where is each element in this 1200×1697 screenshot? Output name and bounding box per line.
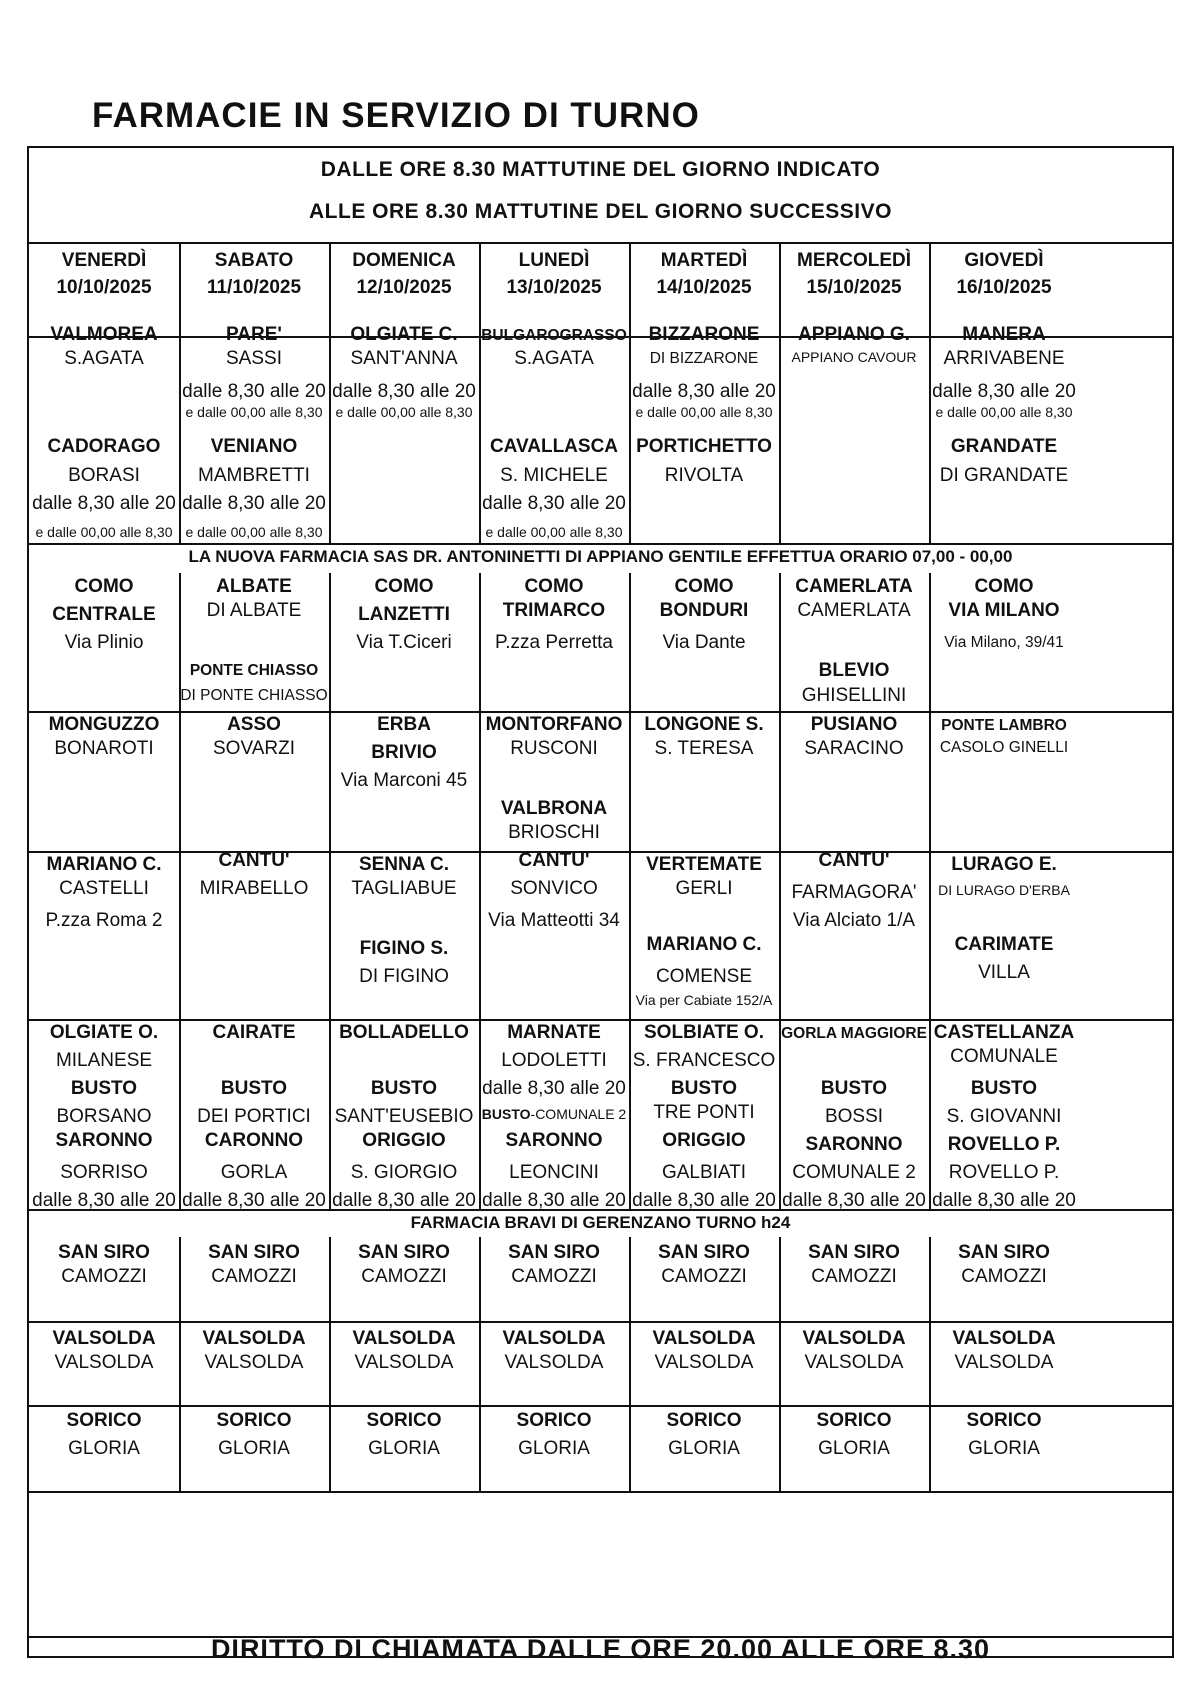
day-header [22,244,186,301]
pharmacy-cell [22,1237,186,1321]
pharmacy-detail: dalle 8,30 alle 20 [182,1190,326,1211]
pharmacy-cell [322,711,486,851]
pharmacy-town: OLGIATE O. [49,1022,159,1043]
pharmacy-town: BUSTO [220,1078,288,1099]
pharmacy-town: CAIRATE [212,1022,296,1043]
pharmacy-town: MANERA [962,324,1046,345]
pharmacy-town: ROVELLO P. [947,1134,1061,1155]
day-header [772,244,936,301]
pharmacy-detail: CAMOZZI [661,1266,747,1287]
pharmacy-detail: P.zza Roma 2 [45,910,163,931]
pharmacy-cell [322,1237,486,1321]
pharmacy-town: SORICO [516,1410,592,1431]
pharmacy-detail: dalle 8,30 alle 20 [932,381,1076,402]
pharmacy-detail: CAMOZZI [61,1266,147,1287]
pharmacy-cell [622,1019,786,1209]
pharmacy-cell [472,319,636,543]
pharmacy-cell [772,319,936,543]
pharmacy-town: VALSOLDA [502,1328,606,1349]
pharmacy-detail: dalle 8,30 alle 20 [32,493,176,514]
pharmacy-detail: Via Marconi 45 [340,770,468,791]
pharmacy-town: GORLA MAGGIORE [781,1025,927,1042]
pharmacy-cell [922,573,1086,711]
pharmacy-detail: CAMOZZI [211,1266,297,1287]
day-date: 12/10/2025 [356,277,452,298]
pharmacy-detail: S. GIORGIO [350,1162,458,1183]
pharmacy-detail: Via Dante [662,632,746,653]
pharmacy-town: BUSTO [820,1078,888,1099]
pharmacy-detail: dalle 8,30 alle 20 [332,1190,476,1211]
pharmacy-detail: MILANESE [55,1050,153,1071]
pharmacy-detail: DI BIZZARONE [649,350,759,367]
pharmacy-detail: CASTELLI [59,878,149,899]
pharmacy-town: VALSOLDA [52,1328,156,1349]
day-date: 11/10/2025 [206,277,302,298]
pharmacy-cell [172,851,336,1019]
pharmacy-detail: e dalle 00,00 alle 8,30 [485,524,623,540]
pharmacy-cell [922,1019,1086,1209]
pharmacy-cell [922,851,1086,1019]
pharmacy-detail: TAGLIABUE [351,878,457,899]
pharmacy-cell [22,1019,186,1209]
pharmacy-detail: SORRISO [60,1162,148,1183]
pharmacy-detail: BONAROTI [54,738,154,759]
pharmacy-town: COMO [524,576,584,597]
pharmacy-detail: e dalle 00,00 alle 8,30 [935,404,1073,420]
pharmacy-detail: GLORIA [368,1438,440,1459]
pharmacy-detail: GLORIA [218,1438,290,1459]
day-header [472,244,636,301]
pharmacy-town: BRIVIO [371,742,437,763]
pharmacy-detail: CAMOZZI [511,1266,597,1287]
pharmacy-detail: VALSOLDA [804,1352,904,1373]
pharmacy-detail: DI ALBATE [206,600,302,621]
pharmacy-town: VALSOLDA [802,1328,906,1349]
pharmacy-detail: GLORIA [968,1438,1040,1459]
pharmacy-detail: Via per Cabiate 152/A [635,992,773,1008]
pharmacy-cell [772,851,936,1019]
pharmacy-cell [622,1405,786,1491]
pharmacy-cell [772,1237,936,1321]
pharmacy-detail: BOSSI [824,1106,884,1127]
pharmacy-detail: SANT'ANNA [350,348,458,369]
pharmacy-detail: GORLA [220,1162,288,1183]
pharmacy-detail: CASOLO GINELLI [939,739,1069,756]
pharmacy-town: ASSO [227,714,281,735]
pharmacy-town: VALSOLDA [352,1328,456,1349]
pharmacy-detail: TRE PONTI [653,1102,755,1123]
day-name: SABATO [214,250,294,271]
pharmacy-detail: e dalle 00,00 alle 8,30 [335,404,473,420]
pharmacy-town: CADORAGO [47,436,161,457]
pharmacy-town: SARONNO [55,1130,153,1151]
pharmacy-town: SENNA C. [358,854,450,875]
pharmacy-detail: RUSCONI [510,738,598,759]
pharmacy-town: BOLLADELLO [339,1022,469,1043]
pharmacy-town: COMO [374,576,434,597]
pharmacy-town: SORICO [816,1410,892,1431]
pharmacy-cell [472,1019,636,1209]
pharmacy-cell [472,851,636,1019]
pharmacy-detail: COMUNALE [950,1046,1058,1067]
day-header [322,244,486,301]
pharmacy-detail: dalle 8,30 alle 20 [482,1078,626,1099]
pharmacy-detail: FARMAGORA' [791,882,917,903]
pharmacy-town: SORICO [666,1410,742,1431]
pharmacy-cell [172,1237,336,1321]
pharmacy-town: SORICO [216,1410,292,1431]
pharmacy-cell [622,1237,786,1321]
pharmacy-detail: dalle 8,30 alle 20 [632,381,776,402]
pharmacy-cell [922,1321,1086,1405]
pharmacy-detail: GLORIA [668,1438,740,1459]
pharmacy-cell [772,711,936,851]
pharmacy-town: TRIMARCO [502,600,606,621]
pharmacy-detail: S. FRANCESCO [632,1050,776,1071]
pharmacy-detail: BORASI [68,465,140,486]
pharmacy-cell [22,851,186,1019]
pharmacy-detail: MIRABELLO [199,878,309,899]
pharmacy-cell [772,1321,936,1405]
pharmacy-detail: DI GRANDATE [939,465,1069,486]
pharmacy-detail: DI PONTE CHIASSO [180,687,328,704]
pharmacy-detail: e dalle 00,00 alle 8,30 [185,404,323,420]
day-header [172,244,336,301]
pharmacy-town: VIA MILANO [948,600,1060,621]
pharmacy-detail: dalle 8,30 alle 20 [182,493,326,514]
pharmacy-cell [322,573,486,711]
pharmacy-town: VENIANO [210,436,298,457]
pharmacy-town: OLGIATE C. [350,324,458,345]
day-header [922,244,1086,301]
pharmacy-detail: GALBIATI [661,1162,747,1183]
pharmacy-town: BUSTO [970,1078,1038,1099]
pharmacy-cell [22,1321,186,1405]
pharmacy-detail: VALSOLDA [504,1352,604,1373]
pharmacy-detail: APPIANO CAVOUR [791,349,917,365]
pharmacy-cell [472,1405,636,1491]
pharmacy-detail: Via Alciato 1/A [792,910,916,931]
pharmacy-detail: S.AGATA [514,348,594,369]
pharmacy-cell [322,1321,486,1405]
pharmacy-cell [772,1405,936,1491]
pharmacy-detail: VALSOLDA [204,1352,304,1373]
pharmacy-detail: dalle 8,30 alle 20 [32,1190,176,1211]
pharmacy-town: SAN SIRO [658,1242,750,1263]
pharmacy-town: SORICO [66,1410,142,1431]
pharmacy-town: VALSOLDA [952,1328,1056,1349]
pharmacy-cell [772,1019,936,1209]
pharmacy-detail: GHISELLINI [801,685,907,706]
pharmacy-detail: dalle 8,30 alle 20 [632,1190,776,1211]
pharmacy-cell [322,851,486,1019]
pharmacy-town: PONTE CHIASSO [189,662,319,679]
pharmacy-cell [22,1405,186,1491]
pharmacy-town: ORIGGIO [362,1130,446,1151]
pharmacy-detail: S. TERESA [654,738,754,759]
pharmacy-cell [922,1237,1086,1321]
pharmacy-cell [172,1321,336,1405]
day-date: 13/10/2025 [506,277,602,298]
pharmacy-detail: CAMOZZI [811,1266,897,1287]
pharmacy-detail: RIVOLTA [664,465,744,486]
pharmacy-detail: dalle 8,30 alle 20 [482,1190,626,1211]
pharmacy-town: CANTU' [818,850,890,871]
pharmacy-detail: BRIOSCHI [508,822,600,843]
pharmacy-town: CANTU' [518,850,590,871]
day-name: LUNEDÌ [518,250,590,271]
pharmacy-detail: VALSOLDA [654,1352,754,1373]
pharmacy-town: VALMOREA [50,324,158,345]
pharmacy-detail: Via T.Ciceri [356,632,452,653]
pharmacy-detail: SANT'EUSEBIO [334,1106,474,1127]
pharmacy-detail: dalle 8,30 alle 20 [182,381,326,402]
pharmacy-detail: BORSANO [56,1106,152,1127]
pharmacy-town: VERTEMATE [646,854,762,875]
pharmacy-detail: CAMOZZI [361,1266,447,1287]
pharmacy-town: COMO [674,576,734,597]
pharmacy-town: VALSOLDA [202,1328,306,1349]
pharmacy-detail: DI LURAGO D'ERBA [938,882,1070,898]
pharmacy-detail: dalle 8,30 alle 20 [782,1190,926,1211]
pharmacy-town: BUSTO [370,1078,438,1099]
pharmacy-town: SAN SIRO [808,1242,900,1263]
pharmacy-town: CAVALLASCA [489,436,619,457]
pharmacy-detail: SASSI [226,348,282,369]
pharmacy-town: ORIGGIO [662,1130,746,1151]
schedule-table [27,146,1174,1664]
pharmacy-detail: e dalle 00,00 alle 8,30 [35,524,173,540]
pharmacy-cell [22,711,186,851]
pharmacy-town: LONGONE S. [644,714,764,735]
pharmacy-detail: S. GIOVANNI [946,1106,1062,1127]
header-line-2: ALLE ORE 8.30 MATTUTINE DEL GIORNO SUCCESSIVO [309,200,892,223]
pharmacy-town: CAMERLATA [795,576,913,597]
pharmacy-cell [622,573,786,711]
pharmacy-town: CANTU' [218,850,290,871]
pharmacy-detail: Via Matteotti 34 [488,910,620,931]
pharmacy-cell [622,319,786,543]
pharmacy-detail: Via Plinio [64,632,144,653]
pharmacy-town: SAN SIRO [208,1242,300,1263]
pharmacy-detail: VALSOLDA [54,1352,154,1373]
pharmacy-detail: e dalle 00,00 alle 8,30 [185,524,323,540]
footer-note: DIRITTO DI CHIAMATA DALLE ORE 20.00 ALLE ORE 8.30 [210,1634,991,1664]
pharmacy-detail: VALSOLDA [354,1352,454,1373]
pharmacy-town: SORICO [366,1410,442,1431]
notice-band: FARMACIA BRAVI DI GERENZANO TURNO h24 [410,1213,791,1232]
pharmacy-detail: GLORIA [68,1438,140,1459]
day-name: MERCOLEDÌ [797,250,911,271]
day-name: DOMENICA [352,250,456,271]
pharmacy-cell [172,573,336,711]
pharmacy-detail: S.AGATA [64,348,144,369]
pharmacy-town: BUSTO [70,1078,138,1099]
day-date: 10/10/2025 [56,277,152,298]
pharmacy-town: BUSTO [670,1078,738,1099]
pharmacy-town: MONTORFANO [485,714,623,735]
pharmacy-detail: ARRIVABENE [943,348,1065,369]
pharmacy-town: SARONNO [805,1134,903,1155]
pharmacy-detail: COMENSE [655,966,753,987]
pharmacy-detail: SARACINO [804,738,904,759]
pharmacy-detail: dalle 8,30 alle 20 [482,493,626,514]
pharmacy-town: LANZETTI [358,604,450,625]
pharmacy-detail: VALSOLDA [954,1352,1054,1373]
pharmacy-town: LURAGO E. [951,854,1057,875]
pharmacy-town: SOLBIATE O. [644,1022,764,1043]
pharmacy-town: VALBRONA [500,798,608,819]
pharmacy-cell [22,319,186,543]
pharmacy-cell [922,319,1086,543]
pharmacy-detail: VILLA [978,962,1030,983]
pharmacy-town: MARIANO C. [646,934,762,955]
pharmacy-detail: dalle 8,30 alle 20 [932,1190,1076,1211]
pharmacy-cell [322,1405,486,1491]
pharmacy-cell [922,711,1086,851]
pharmacy-town: FIGINO S. [359,938,449,959]
day-date: 15/10/2025 [806,277,902,298]
pharmacy-town: SORICO [966,1410,1042,1431]
pharmacy-town: MARIANO C. [46,854,162,875]
pharmacy-town: CARONNO [204,1130,304,1151]
day-date: 14/10/2025 [656,277,752,298]
pharmacy-cell [622,1321,786,1405]
pharmacy-cell [172,319,336,543]
pharmacy-town: BULGAROGRASSO [481,327,627,344]
pharmacy-detail: GLORIA [818,1438,890,1459]
notice-band: LA NUOVA FARMACIA SAS DR. ANTONINETTI DI APPIANO GENTILE EFFETTUA ORARIO 07,00 - 00,00 [188,547,1013,566]
day-name: GIOVEDÌ [964,250,1044,271]
pharmacy-town: CASTELLANZA [933,1022,1075,1043]
pharmacy-cell [472,1237,636,1321]
pharmacy-detail: dalle 8,30 alle 20 [332,381,476,402]
pharmacy-detail: DEI PORTICI [197,1106,311,1127]
pharmacy-town: SARONNO [505,1130,603,1151]
pharmacy-detail: SONVICO [510,878,598,899]
pharmacy-town: SAN SIRO [958,1242,1050,1263]
pharmacy-town: MARNATE [507,1022,601,1043]
day-date: 16/10/2025 [956,277,1052,298]
pharmacy-detail: e dalle 00,00 alle 8,30 [635,404,773,420]
pharmacy-cell [472,1321,636,1405]
pharmacy-town: VALSOLDA [652,1328,756,1349]
day-header [622,244,786,301]
pharmacy-cell [622,711,786,851]
pharmacy-town: PONTE LAMBRO [941,717,1067,734]
pharmacy-town: ALBATE [216,576,292,597]
pharmacy-detail: Via Milano, 39/41 [944,634,1064,651]
pharmacy-cell [172,1405,336,1491]
pharmacy-detail: COMUNALE 2 [792,1162,916,1183]
day-name: VENERDÌ [61,250,147,271]
pharmacy-town: SAN SIRO [508,1242,600,1263]
pharmacy-cell [22,573,186,711]
pharmacy-detail: DI FIGINO [359,966,449,987]
pharmacy-detail: MAMBRETTI [198,465,310,486]
pharmacy-town: BLEVIO [818,660,890,681]
pharmacy-cell [772,573,936,711]
pharmacy-detail: P.zza Perretta [495,632,613,653]
pharmacy-cell [472,711,636,851]
pharmacy-town: SAN SIRO [358,1242,450,1263]
pharmacy-detail: CAMOZZI [961,1266,1047,1287]
pharmacy-cell [622,851,786,1019]
pharmacy-cell [172,1019,336,1209]
header-line-1: DALLE ORE 8.30 MATTUTINE DEL GIORNO INDICATO [320,158,881,181]
pharmacy-detail: LEONCINI [509,1162,599,1183]
pharmacy-town: MONGUZZO [48,714,160,735]
pharmacy-detail: GERLI [675,878,733,899]
pharmacy-cell [922,1405,1086,1491]
pharmacy-town: SAN SIRO [58,1242,150,1263]
pharmacy-town: ERBA [377,714,431,735]
pharmacy-town: BONDURI [659,600,749,621]
pharmacy-cell [322,1019,486,1209]
pharmacy-town: PARE' [226,324,282,345]
pharmacy-town: CARIMATE [954,934,1054,955]
pharmacy-detail: ROVELLO P. [948,1162,1060,1183]
pharmacy-town: PUSIANO [810,714,898,735]
pharmacy-detail: CAMERLATA [797,600,911,621]
pharmacy-town: COMO [74,576,134,597]
pharmacy-town: BUSTO-COMUNALE 2 [481,1106,627,1122]
day-name: MARTEDÌ [660,250,748,271]
pharmacy-town: BIZZARONE [648,324,760,345]
pharmacy-town: APPIANO G. [798,324,910,345]
pharmacy-cell [172,711,336,851]
pharmacy-detail: GLORIA [518,1438,590,1459]
pharmacy-cell [322,319,486,543]
page-title: FARMACIE IN SERVIZIO DI TURNO [92,96,700,135]
pharmacy-town: GRANDATE [950,436,1058,457]
pharmacy-detail: SOVARZI [213,738,295,759]
pharmacy-town: CENTRALE [52,604,156,625]
pharmacy-detail: LODOLETTI [501,1050,607,1071]
pharmacy-town: COMO [974,576,1034,597]
pharmacy-detail: S. MICHELE [500,465,608,486]
pharmacy-town: PORTICHETTO [636,436,772,457]
pharmacy-cell [472,573,636,711]
